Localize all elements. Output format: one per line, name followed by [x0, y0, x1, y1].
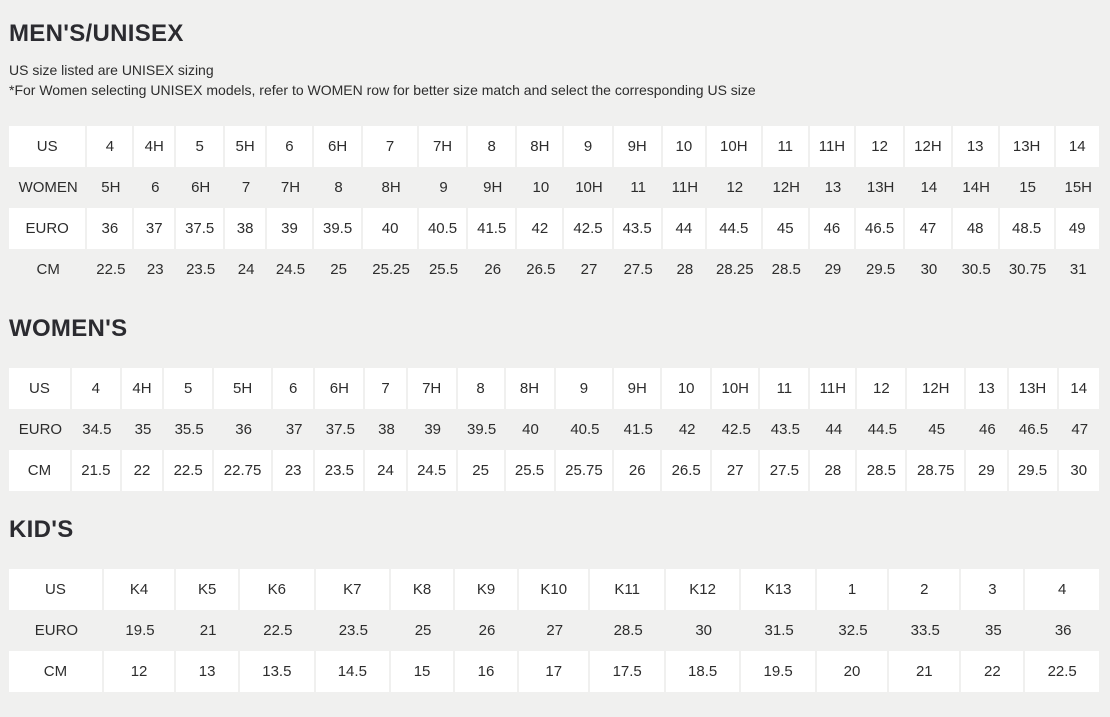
size-cell: 25 — [458, 450, 506, 491]
size-cell: 28.5 — [771, 261, 801, 278]
size-cell: 26.5 — [526, 261, 556, 278]
size-cell: 28.75 — [907, 450, 966, 491]
size-cell: 35 — [134, 421, 152, 438]
size-cell: 6H — [191, 179, 211, 196]
size-cell: 32.5 — [838, 622, 868, 639]
size-cell: 5H — [101, 179, 121, 196]
size-cell: 25 — [330, 261, 347, 278]
size-cell: 5 — [164, 368, 214, 409]
section-mens-unisex — [9, 0, 1101, 290]
size-cell: 31 — [1069, 261, 1087, 278]
row-label-us: US — [9, 569, 104, 610]
size-cell: 5H — [225, 126, 267, 167]
size-cell: 8H — [517, 126, 564, 167]
size-cell: 13H — [866, 179, 895, 196]
size-cell: 26 — [614, 450, 662, 491]
size-cell: 17 — [519, 651, 590, 692]
size-cell: 22 — [961, 651, 1025, 692]
size-cell: 46.5 — [1018, 421, 1049, 438]
size-cell: 7H — [280, 179, 301, 196]
size-cell: 28 — [810, 450, 857, 491]
size-cell: 39.5 — [467, 421, 497, 438]
row-label-euro: EURO — [9, 208, 87, 249]
size-cell: 9H — [483, 179, 503, 196]
size-cell: 4H — [134, 126, 176, 167]
size-cell: 38 — [225, 208, 267, 249]
size-cell: K10 — [519, 569, 590, 610]
size-row-cm — [9, 651, 1101, 692]
size-cell: 42 — [678, 421, 696, 438]
size-cell: 22.5 — [164, 450, 214, 491]
size-cell: 29 — [966, 450, 1008, 491]
size-cell: 47 — [905, 208, 952, 249]
size-cell: 2 — [889, 569, 961, 610]
size-row-euro — [9, 409, 1101, 450]
size-cell: 30 — [1059, 450, 1101, 491]
size-cell: 29.5 — [866, 261, 896, 278]
size-cell: 15 — [1019, 179, 1036, 196]
size-cell: 14 — [1059, 368, 1101, 409]
size-cell: 4 — [87, 126, 134, 167]
size-cell: 1 — [817, 569, 889, 610]
size-cell: 48.5 — [1000, 208, 1056, 249]
size-cell: 12 — [104, 651, 176, 692]
size-cell: 4 — [1025, 569, 1101, 610]
size-cell: 44 — [825, 421, 843, 438]
size-cell: 13 — [824, 179, 842, 196]
size-cell: 40 — [522, 421, 539, 438]
size-cell: 22.5 — [96, 261, 126, 278]
size-cell: 47 — [1071, 421, 1089, 438]
row-label-cm: CM — [9, 450, 72, 491]
size-cell: K11 — [590, 569, 665, 610]
size-cell: 10 — [663, 126, 707, 167]
size-cell: 19.5 — [741, 651, 816, 692]
size-cell: 14.5 — [316, 651, 391, 692]
size-cell: 23 — [146, 261, 164, 278]
size-cell: 16 — [455, 651, 519, 692]
size-cell: 12H — [907, 368, 966, 409]
size-cell: 4 — [72, 368, 122, 409]
size-cell: 20 — [817, 651, 889, 692]
size-cell: 11 — [630, 179, 646, 196]
size-cell: 28.5 — [857, 450, 907, 491]
size-cell: 45 — [928, 421, 946, 438]
size-row-us — [9, 368, 1101, 409]
size-cell: 17.5 — [590, 651, 665, 692]
size-cell: K7 — [316, 569, 391, 610]
size-cell: 27 — [546, 622, 564, 639]
size-cell: 14 — [1056, 126, 1101, 167]
size-cell: 30.5 — [961, 261, 991, 278]
size-cell: 7 — [363, 126, 419, 167]
size-cell: 39.5 — [314, 208, 363, 249]
size-cell: 11 — [763, 126, 810, 167]
row-label-us: US — [9, 368, 72, 409]
size-row-cm — [9, 450, 1101, 491]
size-cell: 39 — [267, 208, 314, 249]
size-cell: 24.5 — [275, 261, 306, 278]
size-cell: 24 — [237, 261, 255, 278]
size-cell: 8 — [458, 368, 506, 409]
size-cell: 7H — [419, 126, 468, 167]
size-cell: 21 — [199, 622, 217, 639]
size-cell: 41.5 — [468, 208, 517, 249]
size-cell: 18.5 — [666, 651, 741, 692]
row-label-us: US — [9, 126, 87, 167]
size-cell: 10H — [575, 179, 603, 196]
size-cell: 44.5 — [867, 421, 897, 438]
size-cell: 23 — [273, 450, 315, 491]
size-cell: K9 — [455, 569, 519, 610]
size-cell: 21.5 — [72, 450, 122, 491]
size-cell: 6 — [151, 179, 160, 196]
size-cell: 9 — [564, 126, 613, 167]
size-cell: 29.5 — [1009, 450, 1059, 491]
size-cell: K5 — [176, 569, 240, 610]
size-cell: K6 — [240, 569, 315, 610]
size-cell: 36 — [87, 208, 134, 249]
size-cell: 27 — [580, 261, 598, 278]
row-label-cm: CM — [9, 651, 104, 692]
size-cell: 23.5 — [315, 450, 365, 491]
size-cell: 12H — [772, 179, 801, 196]
size-cell: 42 — [517, 208, 564, 249]
size-cell: 8H — [381, 179, 401, 196]
size-cell: 13 — [966, 368, 1008, 409]
size-cell: 3 — [961, 569, 1025, 610]
size-cell: 19.5 — [125, 622, 155, 639]
size-cell: 5 — [176, 126, 225, 167]
size-cell: 10H — [712, 368, 760, 409]
note-women-size-match: *For Women selecting UNISEX models, refer to WOMEN row for better size match and select the corresponding US size — [9, 82, 756, 98]
size-cell: 23.5 — [338, 622, 368, 639]
size-cell: 40 — [363, 208, 419, 249]
size-cell: 15H — [1064, 179, 1093, 196]
size-row-us — [9, 569, 1101, 610]
size-cell: K4 — [104, 569, 176, 610]
size-cell: 8 — [334, 179, 343, 196]
size-row-women — [9, 167, 1101, 208]
size-cell: 7H — [408, 368, 458, 409]
size-cell: 13 — [953, 126, 1000, 167]
size-cell: 46 — [810, 208, 856, 249]
size-cell: 13 — [176, 651, 240, 692]
size-cell: 11H — [671, 179, 699, 196]
size-cell: 22.5 — [1025, 651, 1101, 692]
size-cell: 9 — [556, 368, 615, 409]
size-cell: 46.5 — [856, 208, 905, 249]
size-cell: 6 — [267, 126, 314, 167]
size-cell: 27 — [712, 450, 760, 491]
size-cell: 25.5 — [506, 450, 556, 491]
size-cell: 37 — [134, 208, 176, 249]
size-cell: 12 — [726, 179, 744, 196]
size-cell: 41.5 — [623, 421, 653, 438]
size-cell: 23.5 — [186, 261, 216, 278]
size-cell: 9 — [439, 179, 448, 196]
size-cell: 12H — [905, 126, 952, 167]
size-cell: 37.5 — [176, 208, 225, 249]
size-cell: 13H — [1000, 126, 1056, 167]
size-cell: 46 — [979, 421, 996, 438]
size-cell: 27.5 — [760, 450, 810, 491]
size-cell: 33.5 — [910, 622, 940, 639]
size-cell: 35 — [985, 622, 1002, 639]
row-label-euro: EURO — [34, 622, 79, 639]
size-cell: 30 — [920, 261, 938, 278]
size-row-cm — [9, 249, 1101, 290]
size-cell: 22.5 — [263, 622, 293, 639]
size-cell: 4H — [122, 368, 164, 409]
section-womens — [9, 290, 1101, 491]
size-cell: 42.5 — [564, 208, 613, 249]
size-cell: 6H — [315, 368, 365, 409]
size-cell: 5H — [214, 368, 273, 409]
womens-size-table — [9, 368, 1101, 491]
size-cell: 11H — [810, 126, 856, 167]
mens-unisex-size-table — [9, 126, 1101, 290]
size-cell: 28.5 — [613, 622, 643, 639]
size-cell: 28.25 — [716, 261, 754, 278]
section-kids — [9, 491, 1101, 692]
size-cell: 26 — [484, 261, 502, 278]
size-cell: 43.5 — [770, 421, 800, 438]
size-cell: 39 — [424, 421, 442, 438]
size-cell: 27.5 — [623, 261, 653, 278]
size-cell: 48 — [953, 208, 1000, 249]
size-cell: 36 — [1054, 622, 1072, 639]
size-cell: 40.5 — [419, 208, 468, 249]
note-unisex-sizing: US size listed are UNISEX sizing — [9, 62, 214, 78]
size-cell: 44 — [663, 208, 707, 249]
size-cell: 45 — [763, 208, 810, 249]
size-cell: 25.75 — [556, 450, 615, 491]
size-cell: 44.5 — [707, 208, 763, 249]
size-cell: 6 — [273, 368, 315, 409]
size-cell: 10 — [662, 368, 712, 409]
section-title-womens: WOMEN'S — [9, 315, 128, 342]
size-cell: 24.5 — [408, 450, 458, 491]
size-cell: 22 — [122, 450, 164, 491]
row-label-euro: EURO — [18, 421, 63, 438]
size-cell: 13.5 — [240, 651, 315, 692]
size-cell: 49 — [1056, 208, 1101, 249]
size-cell: 11 — [760, 368, 810, 409]
size-cell: 10 — [532, 179, 550, 196]
size-cell: 7 — [241, 179, 251, 196]
size-cell: 38 — [378, 421, 395, 438]
size-cell: 7 — [365, 368, 407, 409]
size-cell: 12 — [856, 126, 905, 167]
size-row-us — [9, 126, 1101, 167]
size-cell: 43.5 — [614, 208, 663, 249]
size-cell: 8H — [506, 368, 556, 409]
size-cell: K13 — [741, 569, 816, 610]
size-cell: 25.25 — [372, 261, 410, 278]
size-cell: K8 — [391, 569, 455, 610]
section-title-mens-unisex: MEN'S/UNISEX — [9, 20, 184, 47]
size-cell: 14 — [920, 179, 938, 196]
size-cell: 35.5 — [174, 421, 204, 438]
size-cell: 12 — [857, 368, 907, 409]
size-cell: 40.5 — [570, 421, 600, 438]
size-cell: 36 — [235, 421, 252, 438]
size-cell: 37 — [285, 421, 303, 438]
size-cell: 14H — [962, 179, 990, 196]
size-cell: K12 — [666, 569, 741, 610]
size-cell: 9H — [614, 368, 662, 409]
size-cell: 25 — [414, 622, 432, 639]
size-row-euro — [9, 610, 1101, 651]
size-cell: 30 — [695, 622, 712, 639]
size-row-euro — [9, 208, 1101, 249]
size-cell: 30.75 — [1008, 261, 1047, 278]
size-cell: 21 — [889, 651, 961, 692]
size-cell: 34.5 — [82, 421, 112, 438]
size-cell: 13H — [1009, 368, 1059, 409]
row-label-cm: CM — [36, 261, 60, 278]
row-label-women: WOMEN — [18, 179, 78, 196]
size-cell: 9H — [614, 126, 663, 167]
size-cell: 11H — [810, 368, 857, 409]
size-cell: 22.75 — [214, 450, 273, 491]
size-cell: 42.5 — [721, 421, 751, 438]
size-cell: 28 — [676, 261, 694, 278]
size-cell: 29 — [824, 261, 842, 278]
size-cell: 26 — [478, 622, 496, 639]
size-cell: 37.5 — [325, 421, 355, 438]
size-cell: 25.5 — [428, 261, 459, 278]
size-cell: 8 — [468, 126, 517, 167]
size-cell: 6H — [314, 126, 363, 167]
kids-size-table — [9, 569, 1101, 692]
size-cell: 15 — [391, 651, 455, 692]
size-cell: 10H — [707, 126, 763, 167]
size-cell: 24 — [365, 450, 407, 491]
size-cell: 31.5 — [764, 622, 794, 639]
size-cell: 26.5 — [662, 450, 712, 491]
section-title-kids: KID'S — [9, 516, 74, 543]
